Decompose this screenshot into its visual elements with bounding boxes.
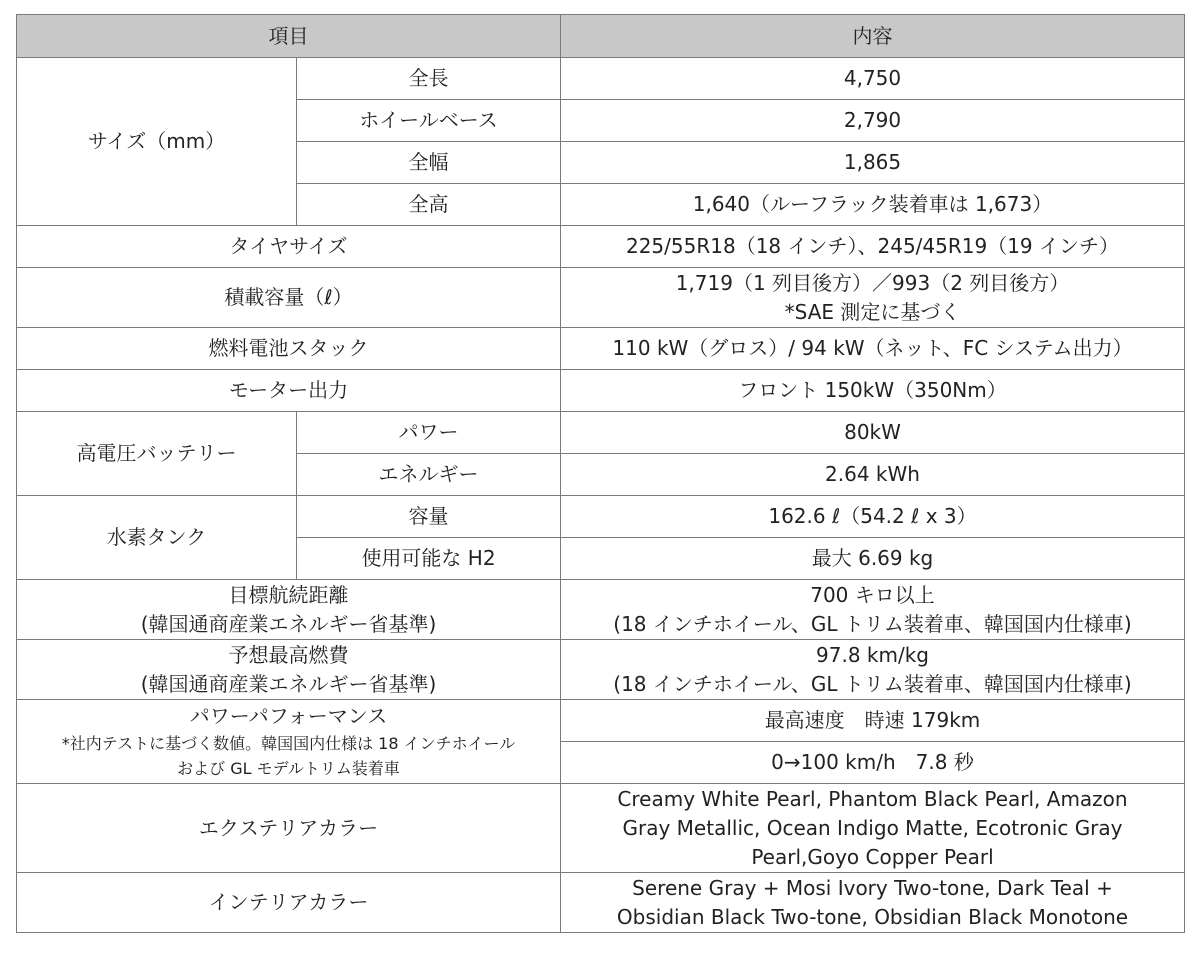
table-row [17,328,1185,370]
exterior-value-line2: Gray Metallic, Ocean Indigo Matte, Ecotronic Gray [622,815,1123,840]
table-row [17,370,1185,412]
interior-value [561,873,1185,933]
spec-table [16,14,1185,933]
exterior-value-line3: Pearl,Goyo Copper Pearl [751,844,994,869]
range-label-line2: (韓国通商産業エネルギー省基準) [140,611,437,636]
hydrogen-capacity-name: 容量 [297,496,561,538]
battery-energy-name: エネルギー [297,454,561,496]
exterior-value-line1: Creamy White Pearl, Phantom Black Pearl, Amazon [617,786,1128,811]
size-width-value: 1,865 [561,142,1185,184]
fuel-cell-label: 燃料電池スタック [17,328,561,370]
performance-top-speed-value: 最高速度 時速 179km [561,700,1185,742]
performance-label [17,700,561,784]
battery-power-value: 80kW [561,412,1185,454]
cargo-value-line2: *SAE 測定に基づく [784,299,961,324]
table-row [17,496,1185,538]
range-label [17,580,561,640]
efficiency-label-line2: (韓国通商産業エネルギー省基準) [140,671,437,696]
cargo-value [561,268,1185,328]
range-value [561,580,1185,640]
size-height-name: 全高 [297,184,561,226]
cargo-label: 積載容量（ℓ） [17,268,561,328]
performance-label-title: パワーパフォーマンス [189,704,388,728]
fuel-cell-value: 110 kW（グロス）/ 94 kW（ネット、FC システム出力） [561,328,1185,370]
table-row [17,412,1185,454]
header-content: 内容 [561,15,1185,58]
exterior-value [561,784,1185,873]
hydrogen-usable-value: 最大 6.69 kg [561,538,1185,580]
table-row [17,226,1185,268]
size-width-name: 全幅 [297,142,561,184]
efficiency-value [561,640,1185,700]
size-height-value: 1,640（ルーフラック装着車は 1,673） [561,184,1185,226]
interior-label: インテリアカラー [17,873,561,933]
cargo-value-line1: 1,719（1 列目後方）／993（2 列目後方） [675,270,1070,295]
table-row [17,640,1185,700]
table-row [17,58,1185,100]
header-row [17,15,1185,58]
efficiency-label [17,640,561,700]
efficiency-label-line1: 予想最高燃費 [228,642,349,667]
motor-label: モーター出力 [17,370,561,412]
exterior-label: エクステリアカラー [17,784,561,873]
hydrogen-label: 水素タンク [17,496,297,580]
size-wheelbase-name: ホイールベース [297,100,561,142]
range-label-line1: 目標航続距離 [228,582,349,607]
hydrogen-usable-name: 使用可能な H2 [297,538,561,580]
interior-value-line2: Obsidian Black Two-tone, Obsidian Black Monotone [616,904,1129,929]
performance-acceleration-value: 0→100 km/h 7.8 秒 [561,742,1185,784]
battery-label: 高電圧バッテリー [17,412,297,496]
table-row [17,268,1185,328]
efficiency-value-line1: 97.8 km/kg [816,642,929,667]
table-row [17,700,1185,742]
size-length-value: 4,750 [561,58,1185,100]
tire-label: タイヤサイズ [17,226,561,268]
table-row [17,580,1185,640]
hydrogen-capacity-value: 162.6 ℓ（54.2 ℓ x 3） [561,496,1185,538]
size-length-name: 全長 [297,58,561,100]
performance-note-line2: および GL モデルトリム装着車 [177,759,400,778]
performance-note-line1: *社内テストに基づく数値。韓国国内仕様は 18 インチホイール [61,734,516,753]
size-wheelbase-value: 2,790 [561,100,1185,142]
table-row [17,784,1185,873]
header-item: 項目 [17,15,561,58]
interior-value-line1: Serene Gray + Mosi Ivory Two-tone, Dark Teal + [632,875,1113,900]
size-label: サイズ（mm） [17,58,297,226]
efficiency-value-line2: (18 インチホイール、GL トリム装着車、韓国国内仕様車) [613,671,1132,696]
battery-energy-value: 2.64 kWh [561,454,1185,496]
motor-value: フロント 150kW（350Nm） [561,370,1185,412]
tire-value: 225/55R18（18 インチ）、245/45R19（19 インチ） [561,226,1185,268]
range-value-line1: 700 キロ以上 [810,582,935,607]
table-row [17,873,1185,933]
range-value-line2: (18 インチホイール、GL トリム装着車、韓国国内仕様車) [613,611,1132,636]
battery-power-name: パワー [297,412,561,454]
